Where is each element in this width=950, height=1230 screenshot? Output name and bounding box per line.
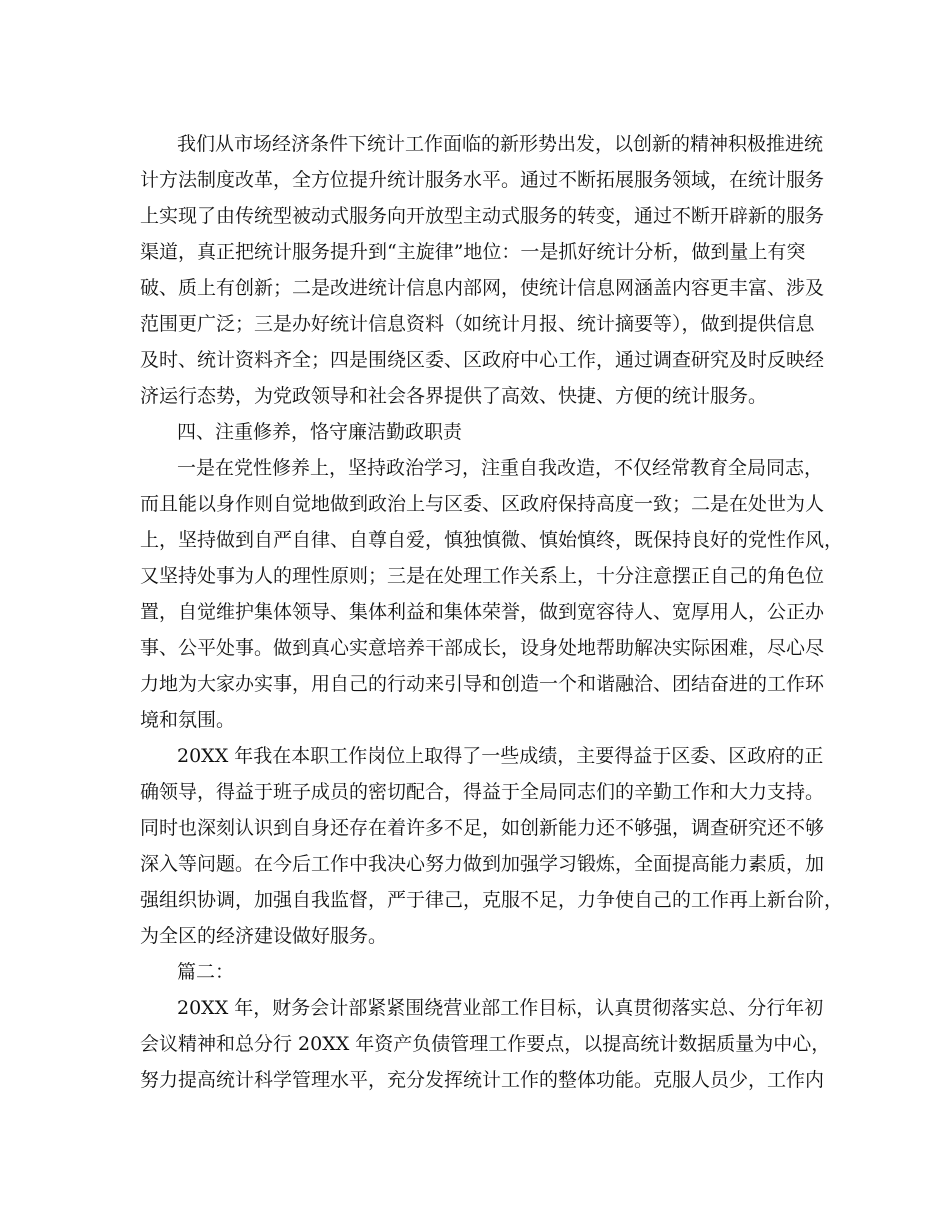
paragraph-line: 范围更广泛；三是办好统计信息资料（如统计月报、统计摘要等），做到提供信息 [140,313,815,335]
paragraph-line: 20XX 年，财务会计部紧紧围绕营业部工作目标，认真贯彻落实总、分行年初 [177,997,824,1019]
paragraph-line: 确领导，得益于班子成员的密切配合，得益于全局同志们的辛勤工作和大力支持。 [140,781,825,803]
paragraph-line: 济运行态势，为党政领导和社会各界提供了高效、快捷、方便的统计服务。 [140,385,768,407]
paragraph-line: 又坚持处事为人的理性原则；三是在处理工作关系上，十分注意摆正自己的角色位 [140,565,825,587]
paragraph-line: 努力提高统计科学管理水平，充分发挥统计工作的整体功能。克服人员少，工作内 [140,1069,825,1091]
paragraph-line: 上，坚持做到自严自律、自尊自爱，慎独慎微、慎始慎终，既保持良好的党性作风， [140,529,844,551]
paragraph-line: 一是在党性修养上，坚持政治学习，注重自我改造，不仅经常教育全局同志， [177,457,824,479]
paragraph-line: 上实现了由传统型被动式服务向开放型主动式服务的转变，通过不断开辟新的服务 [140,205,825,227]
paragraph-line: 会议精神和总分行 20XX 年资产负债管理工作要点，以提高统计数据质量为中心， [140,1033,831,1055]
paragraph-line: 破、质上有创新；二是改进统计信息内部网，使统计信息网涵盖内容更丰富、涉及 [140,277,825,299]
paragraph-line: 事、公平处事。做到真心实意培养干部成长，设身处地帮助解决实际困难，尽心尽 [140,637,825,659]
paragraph-line: 而且能以身作则自觉地做到政治上与区委、区政府保持高度一致；二是在处世为人 [140,493,825,515]
section-heading: 篇二： [177,961,235,983]
section-heading: 四、注重修养，恪守廉洁勤政职责 [177,421,463,443]
paragraph-line: 境和氛围。 [140,709,236,731]
paragraph-line: 计方法制度改革，全方位提升统计服务水平。通过不断拓展服务领域，在统计服务 [140,169,825,191]
paragraph-line: 强组织协调，加强自我监督，严于律己，克服不足，力争使自己的工作再上新台阶， [140,889,844,911]
paragraph-line: 及时、统计资料齐全；四是围绕区委、区政府中心工作，通过调查研究及时反映经 [140,349,825,371]
paragraph-line: 为全区的经济建设做好服务。 [140,925,388,947]
paragraph-line: 力地为大家办实事，用自己的行动来引导和创造一个和谐融洽、团结奋进的工作环 [140,673,825,695]
paragraph-line: 置，自觉维护集体领导、集体利益和集体荣誉，做到宽容待人、宽厚用人，公正办 [140,601,825,623]
paragraph-line: 20XX 年我在本职工作岗位上取得了一些成绩，主要得益于区委、区政府的正 [177,745,824,767]
paragraph-line: 同时也深刻认识到自身还存在着许多不足，如创新能力还不够强，调查研究还不够 [140,817,825,839]
paragraph-line: 深入等问题。在今后工作中我决心努力做到加强学习锻炼，全面提高能力素质，加 [140,853,825,875]
paragraph-line: 我们从市场经济条件下统计工作面临的新形势出发，以创新的精神积极推进统 [177,133,824,155]
paragraph-line: 渠道，真正把统计服务提升到“主旋律”地位：一是抓好统计分析，做到量上有突 [140,241,806,263]
